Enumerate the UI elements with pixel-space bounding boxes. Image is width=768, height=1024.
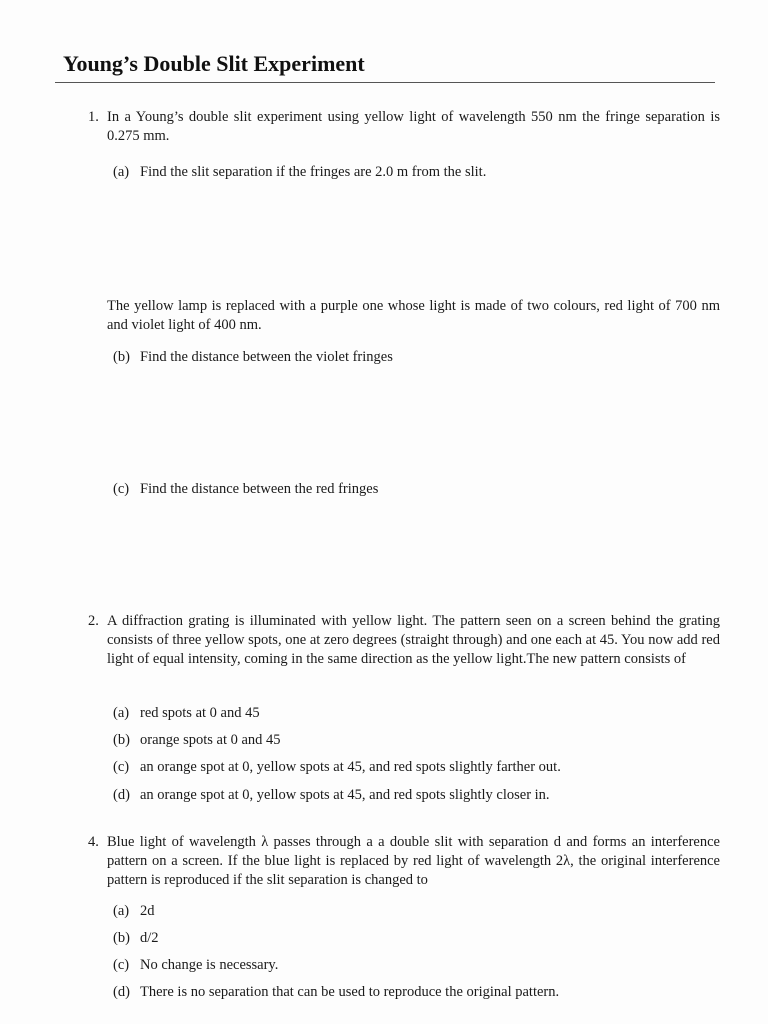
part-c-text: Find the distance between the red fringes (140, 481, 379, 497)
option-text: red spots at 0 and 45 (140, 705, 260, 721)
part-b-label: (b) (113, 349, 130, 365)
option-label: (c) (113, 957, 130, 973)
part-b-text: Find the distance between the violet fringes (140, 349, 393, 365)
question-1-text: In a Young’s double slit experiment using yellow light of wavelength 550 nm the fringe separation is 0.275 mm. (107, 109, 720, 144)
page-title: Young’s Double Slit Experiment (63, 51, 365, 76)
option-label: (a) (113, 705, 130, 721)
question-2-option-d[interactable] (113, 786, 550, 805)
option-text: 2d (140, 903, 155, 919)
option-text: an orange spot at 0, yellow spots at 45, and red spots slightly farther out. (140, 759, 561, 775)
question-1-intro-purple-lamp: The yellow lamp is replaced with a purple one whose light is made of two colours, red light of 700 nm and violet light of 400 nm. (107, 298, 720, 333)
option-text: orange spots at 0 and 45 (140, 732, 281, 748)
option-label: (b) (113, 930, 130, 946)
option-label: (a) (113, 903, 130, 919)
option-label: (b) (113, 732, 130, 748)
question-4-text: Blue light of wavelength λ passes through a a double slit with separation d and forms an interference pattern on a screen. If the blue light is replaced by red light of wavelength 2λ, the original interference pattern is reproduced if the slit separation is changed to (107, 834, 720, 888)
question-4-number: 4. (88, 834, 99, 850)
question-2-option-a[interactable] (113, 704, 260, 723)
question-1-number: 1. (88, 109, 99, 125)
option-text: No change is necessary. (140, 957, 279, 973)
part-c-label: (c) (113, 481, 130, 497)
question-2-number: 2. (88, 613, 99, 629)
title-divider (55, 82, 715, 83)
question-4-option-c[interactable] (113, 956, 278, 975)
question-4-option-d[interactable] (113, 983, 559, 1002)
question-1-part-b (113, 348, 393, 367)
question-4-option-a[interactable] (113, 902, 155, 921)
question-1-part-a (113, 163, 486, 182)
option-label: (d) (113, 984, 130, 1000)
question-4-option-b[interactable] (113, 929, 159, 948)
question-2-text: A diffraction grating is illuminated with yellow light. The pattern seen on a screen behind the grating consists of three yellow spots, one at zero degrees (straight through) and one each at 45. You now add red light of equal intensity, coming in the same direction as the yellow light.The new pattern consists of (107, 613, 720, 667)
question-2-option-b[interactable] (113, 731, 281, 750)
option-text: an orange spot at 0, yellow spots at 45, and red spots slightly closer in. (140, 787, 550, 803)
part-a-label: (a) (113, 164, 130, 180)
question-1-part-c (113, 480, 378, 499)
question-2-option-c[interactable] (113, 758, 561, 777)
option-label: (d) (113, 787, 130, 803)
option-label: (c) (113, 759, 130, 775)
part-a-text: Find the slit separation if the fringes are 2.0 m from the slit. (140, 164, 487, 180)
option-text: d/2 (140, 930, 159, 946)
option-text: There is no separation that can be used to reproduce the original pattern. (140, 984, 560, 1000)
